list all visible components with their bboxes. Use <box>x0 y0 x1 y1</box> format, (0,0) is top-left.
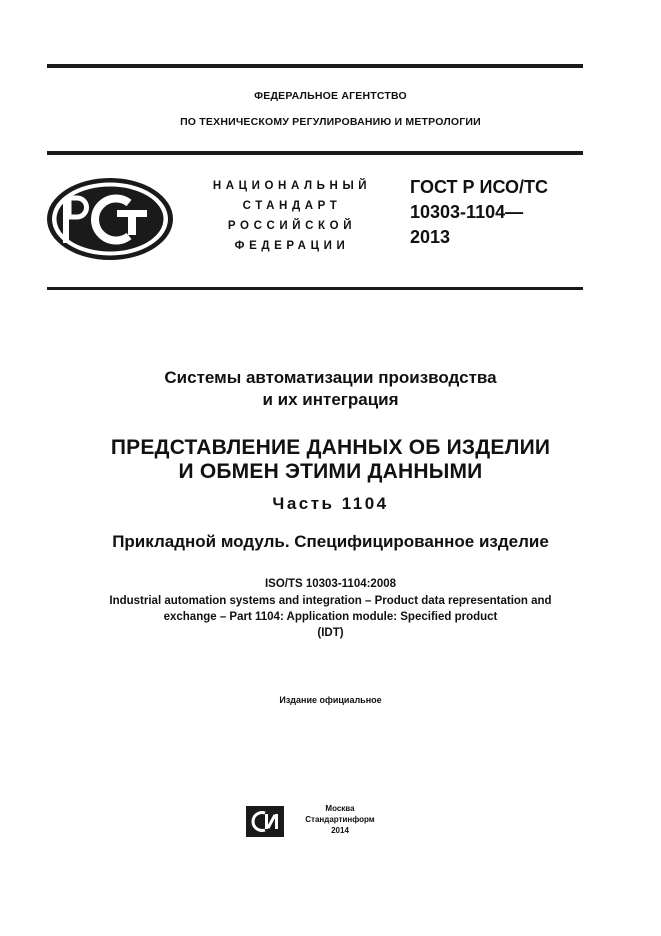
block-rule <box>47 287 583 290</box>
national-line-4: ФЕДЕРАЦИИ <box>234 240 350 252</box>
main-title-line-1: ПРЕДСТАВЛЕНИЕ ДАННЫХ ОБ ИЗДЕЛИИ <box>110 436 551 459</box>
publisher-city: Москва <box>325 804 355 813</box>
series-title-line-2: и их интеграция <box>262 390 399 409</box>
iso-title-line-1: Industrial automation systems and integration – Product data representation and <box>109 595 552 607</box>
agency-line-2: ПО ТЕХНИЧЕСКОМУ РЕГУЛИРОВАНИЮ И МЕТРОЛОГИИ <box>180 116 481 128</box>
iso-equivalence: (IDT) <box>317 627 344 639</box>
national-line-2: СТАНДАРТ <box>242 200 342 212</box>
standard-designation <box>410 175 548 250</box>
publisher-year: 2014 <box>331 826 349 835</box>
top-rule <box>47 64 583 68</box>
series-title-line-1: Системы автоматизации производства <box>164 368 497 387</box>
national-line-1: НАЦИОНАЛЬНЫЙ <box>212 180 372 192</box>
national-line-3: РОССИЙСКОЙ <box>227 220 357 232</box>
module-title: Прикладной модуль. Специфицированное изделие <box>112 532 549 551</box>
iso-title-line-2: exchange – Part 1104: Application module: Specified product <box>163 611 498 623</box>
designation-line-1: ГОСТ Р ИСО/ТС <box>410 177 549 197</box>
designation-line-3: 2013 <box>410 227 451 247</box>
edition-label: Издание официальное <box>279 695 382 705</box>
agency-line-1: ФЕДЕРАЛЬНОЕ АГЕНТСТВО <box>254 90 407 102</box>
standartinform-logo <box>246 806 284 837</box>
publisher-name: Стандартинформ <box>305 815 375 824</box>
header-rule <box>47 151 583 155</box>
main-title-line-2: И ОБМЕН ЭТИМИ ДАННЫМИ <box>178 460 483 483</box>
gost-r-logo <box>45 176 175 262</box>
part-number: Часть 1104 <box>272 494 389 513</box>
designation-line-2: 10303-1104— <box>410 202 524 222</box>
national-standard-label <box>196 176 388 256</box>
iso-code: ISO/TS 10303-1104:2008 <box>264 578 397 590</box>
publisher-block <box>292 803 388 836</box>
